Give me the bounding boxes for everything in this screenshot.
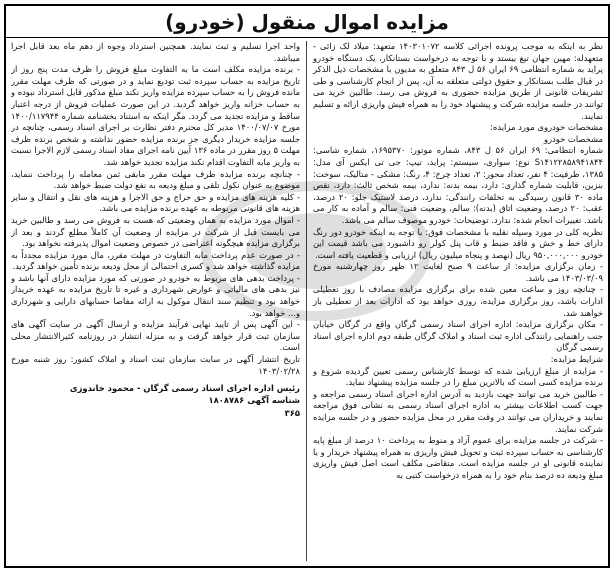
paragraph: شرایط مزایده:: [550, 354, 603, 365]
paragraph: - شرکت در جلسه مزایده برای عموم آزاد و منوط به پرداخت ۱۰ درصد از مبلغ پایه کارشناسی به حساب سپرده ثبت و تحویل فیش واریزی به همراه پیشنهاد خریدار و یا نماینده قانونی او در جلسه مزایده است. متقاضی مکلف است اصل فیش واریزی مبلغ ودیعه ده درصد بنام خود را به همراه درخواست کتبی به: [313, 435, 603, 480]
page-number: ۳۶۵: [284, 408, 300, 419]
left-column: [11, 41, 307, 561]
notice-columns: [6, 38, 608, 561]
paragraph: نظریه کلی در مورد وسیله نقلیه با مشخصات فوق: با توجه به اینکه خودرو دور رنگ دارای خط و خش و فاقد ضبط و قاب پنل کولر رو داشبورد می باشد قیمت این خودرو ۹۵۰,۰۰۰,۰۰۰ ریال (نهصد و پنجاه میلیون ریال) ارزیابی و قطعیت یافته است.: [313, 226, 603, 260]
paragraph: - مکان برگزاری مزایده: اداره اجرای اسناد رسمی گرگان واقع در گرگان خیابان جنب راهنمایی رانندگی اداره ثبت اسناد و املاک گرگان طبقه دوم اداره اجرای اسناد رسمی گرگان: [313, 319, 603, 353]
paragraph: نظر به اینکه به موجب پرونده اجرائی کلاسه ۱۴۰۳۰۱۰۷۲ متعهد: میلاد لک زائی - متعهدله: مهین جهان تیغ بیستد و با توجه به درخواست بستانکار، یک دستگاه خودرو پراید به شماره انتظامی ۶۹ ایران ۵۶ ل ۸۴۳ متعلق به مدیون با مشخصات ذیل الذکر در قبال طلب بستانکار و حقوق دولتی متعلقه به آن، پس از انجام کارشناسی و طی تشریفات قانونی از طریق مزایده حضوری به فروش می رسد. طالبین خرید می توانند در جلسه مزایده شرکت و پیشنهاد خود را به همراه فیش واریزی ارائه و تسلیم نمایند.: [313, 41, 603, 121]
paragraph: مشخصات خودروی مورد مزایده:: [490, 122, 603, 133]
signature-name: رئیس اداره اجرای اسناد رسمی گرگان - محمود خاندوزی: [69, 383, 300, 394]
paragraph: - اموال مورد مزایده به همان وضعیتی که هست به فروش می رسد و طالبین خرید می بایست قبل از شرکت در مزایده از وضعیت آن کاملاً مطلع گردند و بعد از برگزاری مزایده هیچگونه اعتراضی در خصوص وضعیت اموال پذیرفته نخواهد بود.: [11, 214, 300, 249]
paragraph: - چنانچه برنده مزایده ظرف مهلت مقرر مابقی ثمن معامله را پرداخت ننماید، موضوع به عنوان نکول تلقی و مبلغ ودیعه به نفع دولت ضبط خواهد شد.: [11, 168, 300, 191]
paragraph: واحد اجرا تسلیم و ثبت نمایند. همچنین استرداد وجوه از دهم ماه بعد قابل اجرا میباشد.: [11, 41, 300, 63]
paragraph: - پرداخت بدهی های مربوط به خودرو در صورتی که مورد مزایده دارای آنها باشد و نیز بدهی های مالیاتی و عوارض شهرداری و غیره تا تاریخ مزایده به عهده خریدار خواهد بود و تنظیم سند انتقال موکول به ارائه مفاصا حسابهای دارایی و شهرداری و... خواهد بود.: [11, 272, 300, 318]
paragraph: - این آگهی پس از تایید نهایی فرآیند مزایده و ارسال آگهی در سایت آگهی های سازمان ثبت قرار خواهد گرفت و به منزله انتشار در روزنامه کثیرالانتشار محلی است.: [11, 319, 300, 353]
right-column: [307, 41, 603, 561]
paragraph: - طالبین خرید می توانند جهت بازدید به آدرس اداره اجرای اسناد رسمی مراجعه و جهت کسب اطلاعات بیشتر به اداره اجرای اسناد رسمی به نشانی فوق مراجعه نمایند و خریداران می توانند در وقت مقرر در محل مزایده حضور و در جلسه مزایده شرکت نمایند.: [313, 388, 603, 434]
paragraph: شماره انتظامی: ۶۹ ایران ۵۶ ل ۸۴۳، شماره موتور: ۱۶۹۵۳۷۰، شماره شاسی: S۱۴۱۲۲۸۵۸۹۴۱۸۴۴ نوع: سواری، سیستم: پراید، تیپ: جی تی ایکس آی مدل: ۱۳۸۵، ظرفیت: ۴ نفر، تعداد محور: ۲، تعداد چرخ: ۴، رنگ: مشکی - متالیک، سوخت: بنزین، قابلیت شماره گذاری: دارد، بیمه بدنه: ندارد، بیمه شخص ثالث: دارد، نقص ماده ۳۰ قانون رسیدگی به تخلفات رانندگی: ندارد، درصد لاستیک جلو: ۲۰ درصد، عقب: ۲۰ درصد، وضعیت اتاق (بدنه): سالم، وضعیت فنی: سالم و آماده به کار می باشد. تغییرات انجام شده: ندارد. توضیحات: خودرو موصوف سالم می باشد.: [313, 145, 603, 225]
paragraph: - در صورت عدم پرداخت مابه التفاوت در مهلت مقرر، مال مورد مزایده مجدداً به مزایده گذاشته خواهد شد و کسری احتمالی از محل ودیعه برنده تأمین خواهد گردید.: [11, 249, 300, 272]
paragraph: - زمان برگزاری مزایده: از ساعت ۹ صبح لغایت ۱۲ ظهر روز چهارشنبه مورخ ۱۴۰۳/۰۳/۰۹ می باشد.: [313, 261, 603, 283]
paragraph: - مزایده از مبلغ ارزیابی شده که توسط کارشناس رسمی تعیین گردیده شروع و برنده مزایده کسی است که بالاترین مبلغ را در جلسه مزایده پیشنهاد نماید.: [313, 365, 603, 388]
signature-block: [11, 383, 300, 420]
notice-page: [4, 4, 610, 568]
paragraph: - برنده مزایده مکلف است ما به التفاوت مبلغ فروش را ظرف مدت پنج روز از تاریخ مزایده به حساب سپرده ثبت تودیع نماید و در صورتی که ظرف مهلت مقرر مانده فروش را به حساب سپرده مزایده واریز نکند مبلغ مذکور قابل استرداد نبوده و به حساب خزانه واریز خواهد گردید. در این صورت عملیات فروش از درجه اعتبار ساقط و مزایده تجدید می گردد. مگر اینکه به استناد بخشنامه شماره ۱۴۰۰/۱۱۷۹۴۴ مورخ ۱۴۰۰/۰۷/۰۷ مدیر کل محترم دفتر نظارت بر اجرای اسناد رسمی، چنانچه در جلسه مزایده خریدار دیگری جز برنده مزایده حضور نداشته و شخص برنده ظرف مهلت ۵ روز مقرر در ماده ۱۳۶ آیین نامه اجرای مفاد اسناد رسمی لازم الاجرا نسبت به واریز مابه التفاوت اقدام نکند مزایده تجدید خواهد شد.: [11, 64, 301, 167]
paragraph: - چنانچه روز و ساعت معین شده برای برگزاری مزایده مصادف با روز تعطیلی ادارات باشد، روز برگزاری مزایده، روزی خواهد بود که ادارات بعد از تعطیلی باز خواهند شد.: [313, 284, 603, 318]
paragraph: - کلیه هزینه های مزایده و حق حراج و حق الاجرا و هزینه های نقل و انتقال و سایر هزینه های قانونی مربوطه به عهده برنده مزایده می باشد.: [11, 191, 300, 214]
paragraph: مشخصات خودرو: [543, 133, 603, 144]
publish-date: تاریخ انتشار آگهی در سایت سازمان ثبت اسناد و املاک کشور: روز شنبه مورخ ۱۴۰۳/۰۲/۲۸: [11, 354, 300, 376]
notice-id: شناسه آگهی ۱۸۰۸۷۸۶: [208, 394, 300, 405]
page-title: مزایده اموال منقول (خودرو): [6, 6, 608, 38]
